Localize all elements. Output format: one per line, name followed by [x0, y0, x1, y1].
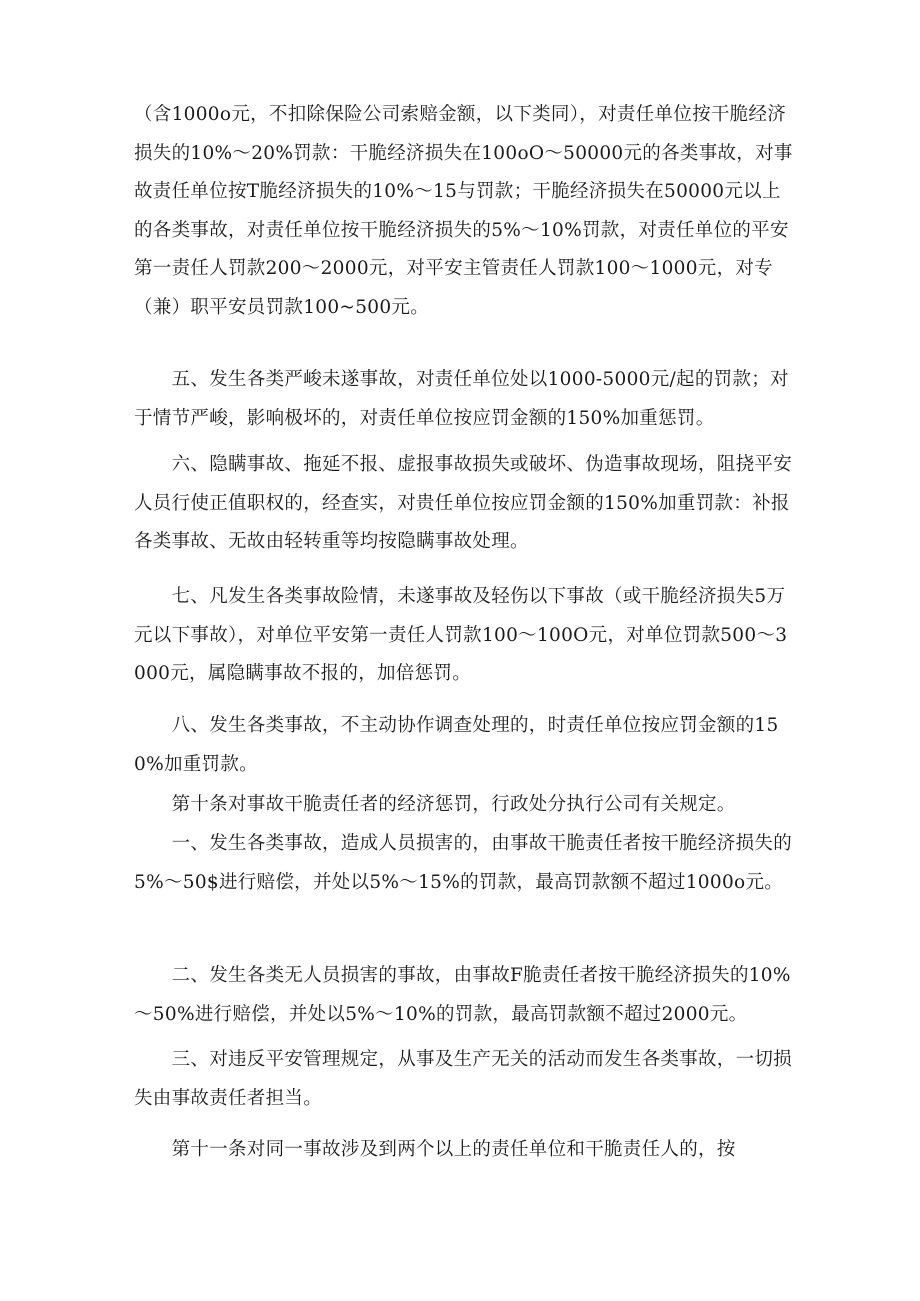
paragraph-6: 第十条对事故干脆责任者的经济惩罚，行政处分执行公司有关规定。: [134, 794, 736, 815]
paragraph-8: 二、发生各类无人员损害的事故，由事故F脆责任者按干脆经济损失的10%～50%进行赔偿，并处以5%～10%的罚款，最高罚款额不超过2000元。: [134, 965, 791, 1025]
paragraph-5: 八、发生各类事故，不主动协作调查处理的，时责任单位按应罚金额的150%加重罚款。: [134, 715, 779, 775]
paragraph-10: 第十一条对同一事故涉及到两个以上的责任单位和干脆责任人的，按: [134, 1139, 736, 1160]
paragraph-1: （含1000o元，不扣除保险公司索赔金额，以下类同），对责任单位按干脆经济损失的10%～20%罚款：干脆经济损失在100oO～50000元的各类事故，对事故责任单位按T脆经济损失的10%～15与罚款；干脆经济损失在50000元以上的各类事故，对责任单位按干脆经济损失的5%～10%罚款，对责任单位的平安第一责任人罚款200～2000元，对平安主管责任人罚款100～1000元，对专（兼）职平安员罚款100~500元。: [134, 104, 793, 318]
paragraph-9: 三、对违反平安管理规定，从事及生产无关的活动而发生各类事故，一切损失由事故责任者担当。: [134, 1049, 793, 1109]
paragraph-2: 五、发生各类严峻未遂事故，对责任单位处以1000-5000元/起的罚款；对于情节严峻，影响极坏的，对责任单位按应罚金额的150%加重惩罚。: [134, 369, 789, 429]
paragraph-3: 六、隐瞒事故、拖延不报、虚报事故损失或破坏、伪造事故现场，阻挠平安人员行使正值职权的，经查实，对贵任单位按应罚金额的150%加重罚款：补报各类事故、无故由轻转重等均按隐瞒事故处理。: [134, 454, 793, 552]
paragraph-7: 一、发生各类事故，造成人员损害的，由事故干脆责任者按干脆经济损失的5%～50$进行赔偿，并处以5%～15%的罚款，最高罚款额不超过1000o元。: [134, 833, 793, 893]
paragraph-4: 七、凡发生各类事故险情，未遂事故及轻伤以下事故（或干脆经济损失5万元以下事故），对单位平安第一责任人罚款100～100O元，对单位罚款500～3000元，属隐瞒事故不报的，加倍惩罚。: [134, 586, 788, 684]
